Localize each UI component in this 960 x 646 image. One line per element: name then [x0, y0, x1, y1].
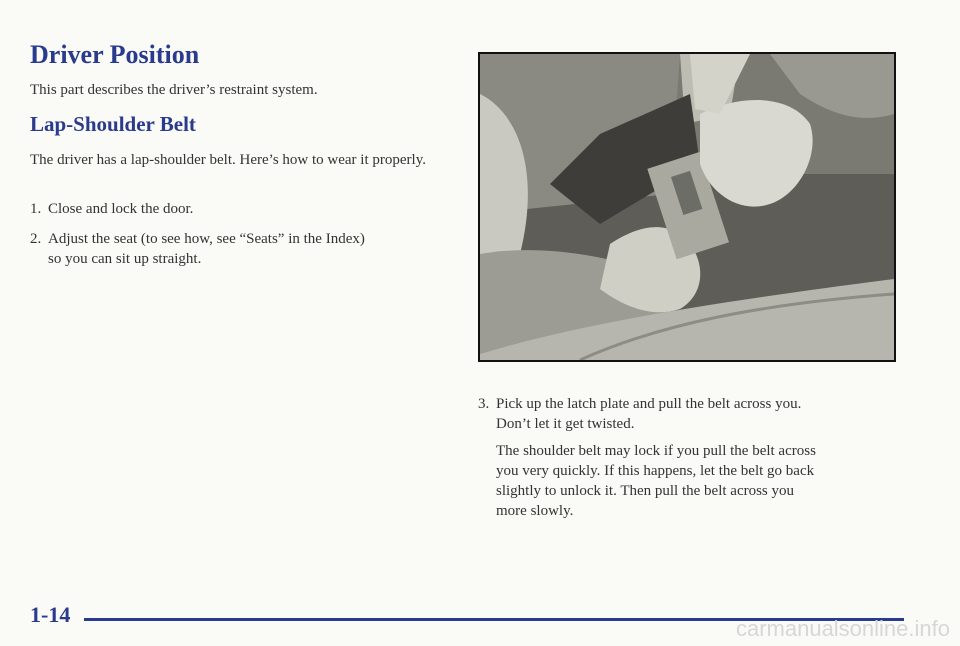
page-number: 1-14 — [30, 602, 71, 627]
list-item-text: Close and lock the door. — [48, 201, 194, 217]
note-line: you very quickly. If this happens, let the belt go back — [496, 463, 815, 479]
list-item-number: 1. — [30, 201, 42, 217]
watermark: carmanualsonline.info — [735, 616, 950, 641]
seatbelt-photo — [478, 52, 896, 362]
page-title: Driver Position — [30, 40, 200, 69]
list-item-number: 2. — [30, 231, 42, 247]
list-item-text: Pick up the latch plate and pull the belt across you. — [496, 396, 802, 412]
list-item-number: 3. — [478, 396, 490, 412]
seatbelt-illustration — [480, 54, 894, 360]
intro-text: This part describes the driver’s restraint system. — [30, 82, 318, 98]
list-item-text-continued: so you can sit up straight. — [48, 251, 202, 267]
list-item — [30, 199, 450, 219]
note-line: The shoulder belt may lock if you pull the belt across — [496, 443, 816, 459]
list-item — [478, 394, 908, 436]
intro-paragraph: The driver has a lap-shoulder belt. Here’s how to wear it properly. — [30, 152, 426, 168]
note-line: more slowly. — [496, 503, 574, 519]
note-paragraph — [496, 441, 916, 521]
list-item-text: Adjust the seat (to see how, see “Seats” in the Index) — [48, 231, 365, 247]
list-item — [30, 229, 460, 271]
list-item-text-continued: Don’t let it get twisted. — [496, 416, 635, 432]
note-line: slightly to unlock it. Then pull the belt across you — [496, 483, 795, 499]
section-heading: Lap-Shoulder Belt — [30, 112, 196, 136]
